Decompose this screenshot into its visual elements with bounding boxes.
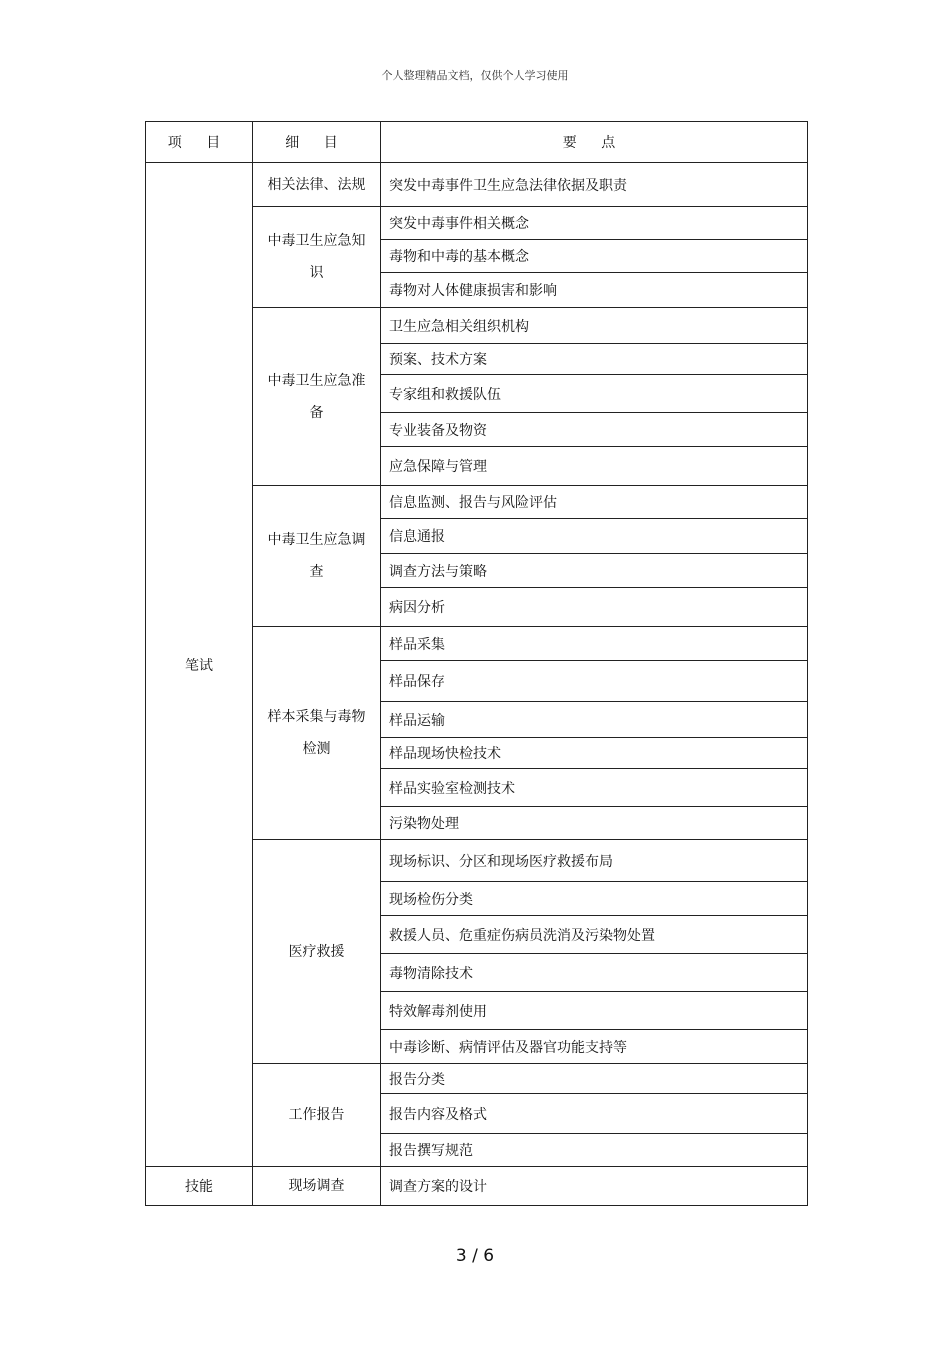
keypoint: 样品运输	[381, 702, 808, 738]
category-written-exam: 笔试	[146, 163, 253, 1167]
subitem-work-report: 工作报告	[253, 1064, 381, 1167]
keypoint: 现场标识、分区和现场医疗救援布局	[381, 840, 808, 882]
category-skills: 技能	[146, 1167, 253, 1206]
keypoint: 毒物清除技术	[381, 954, 808, 992]
exam-outline-table	[145, 121, 808, 1206]
keypoint: 毒物和中毒的基本概念	[381, 240, 808, 273]
header-item: 项 目	[146, 122, 253, 163]
keypoint: 信息通报	[381, 519, 808, 554]
header-subitem: 细 目	[253, 122, 381, 163]
table-row	[146, 163, 808, 207]
table-row	[146, 1167, 808, 1206]
header-keypoints: 要 点	[381, 122, 808, 163]
keypoint: 救援人员、危重症伤病员洗消及污染物处置	[381, 916, 808, 954]
subitem-medical-rescue: 医疗救援	[253, 840, 381, 1064]
subitem-investigation: 中毒卫生应急调查	[253, 486, 381, 627]
keypoint: 信息监测、报告与风险评估	[381, 486, 808, 519]
keypoint: 报告内容及格式	[381, 1094, 808, 1134]
subitem-field-investigation: 现场调查	[253, 1167, 381, 1206]
keypoint: 毒物对人体健康损害和影响	[381, 273, 808, 308]
keypoint: 样品保存	[381, 661, 808, 702]
keypoint: 突发中毒事件相关概念	[381, 207, 808, 240]
keypoint: 突发中毒事件卫生应急法律依据及职责	[381, 163, 808, 207]
keypoint: 调查方法与策略	[381, 554, 808, 588]
keypoint: 预案、技术方案	[381, 344, 808, 375]
page-number: 3 / 6	[455, 1246, 495, 1266]
page-header-note: 个人整理精品文档，仅供个人学习使用	[381, 69, 569, 82]
subitem-sampling: 样本采集与毒物检测	[253, 627, 381, 840]
subitem-laws: 相关法律、法规	[253, 163, 381, 207]
keypoint: 卫生应急相关组织机构	[381, 308, 808, 344]
keypoint: 样品采集	[381, 627, 808, 661]
keypoint: 现场检伤分类	[381, 882, 808, 916]
keypoint: 报告分类	[381, 1064, 808, 1094]
keypoint: 专家组和救援队伍	[381, 375, 808, 413]
keypoint: 调查方案的设计	[381, 1167, 808, 1206]
keypoint: 特效解毒剂使用	[381, 992, 808, 1030]
keypoint: 污染物处理	[381, 807, 808, 840]
subitem-knowledge: 中毒卫生应急知识	[253, 207, 381, 308]
table-header-row	[146, 122, 808, 163]
keypoint: 样品实验室检测技术	[381, 769, 808, 807]
keypoint: 样品现场快检技术	[381, 738, 808, 769]
keypoint: 报告撰写规范	[381, 1134, 808, 1167]
keypoint: 病因分析	[381, 588, 808, 627]
keypoint: 应急保障与管理	[381, 447, 808, 486]
subitem-preparation: 中毒卫生应急准备	[253, 308, 381, 486]
keypoint: 专业装备及物资	[381, 413, 808, 447]
keypoint: 中毒诊断、病情评估及器官功能支持等	[381, 1030, 808, 1064]
